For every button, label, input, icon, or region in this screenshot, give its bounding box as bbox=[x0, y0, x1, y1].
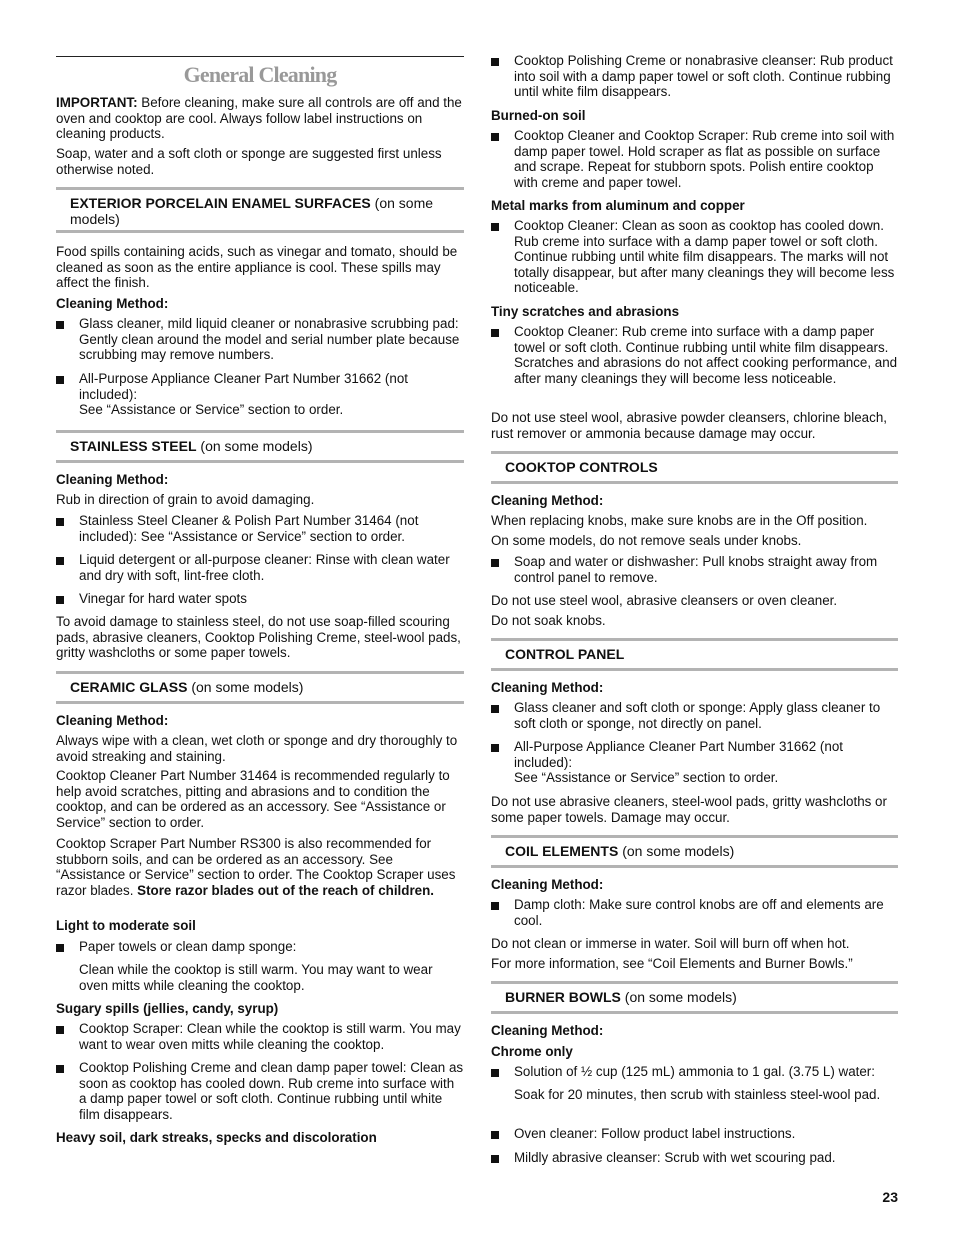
method-label: Cleaning Method: bbox=[491, 493, 604, 508]
coil-a1: Do not clean or immerse in water. Soil will burn off when hot. bbox=[491, 936, 850, 951]
panel-warning: Do not use abrasive cleaners, steel-wool pads, gritty washcloths or some paper towels. Damage may occur. bbox=[491, 794, 887, 825]
list-item: Soap and water or dishwasher: Pull knobs straight away from control panel to remove. bbox=[491, 554, 898, 585]
list-item: Damp cloth: Make sure control knobs are off and elements are cool. bbox=[491, 897, 898, 928]
stainless-para: Rub in direction of grain to avoid damaging. bbox=[56, 492, 315, 507]
method-label: Cleaning Method: bbox=[56, 713, 169, 728]
method-label: Cleaning Method: bbox=[491, 877, 604, 892]
subheading-burned: Burned-on soil bbox=[491, 108, 586, 123]
bullet-icon bbox=[491, 559, 499, 567]
bullet-icon bbox=[491, 705, 499, 713]
stainless-warning: To avoid damage to stainless steel, do not use soap-filled scouring pads, abrasive cleaners, Cooktop Polishing Creme, steel-wool pads, gritty washcloths or some paper towels. bbox=[56, 614, 461, 661]
section-header-stainless: STAINLESS STEEL (on some models) bbox=[56, 430, 464, 463]
list-item: All-Purpose Appliance Cleaner Part Number 31662 (not included): See “Assistance or Service” section to order. bbox=[56, 371, 464, 418]
important-note: IMPORTANT: Before cleaning, make sure all controls are off and the oven and cooktop are cool. Always follow label instructions on cleaning products. bbox=[56, 95, 462, 142]
section-header-exterior: EXTERIOR PORCELAIN ENAMEL SURFACES (on some models) bbox=[56, 187, 464, 233]
section-header-ceramic: CERAMIC GLASS (on some models) bbox=[56, 671, 464, 704]
bullet-icon bbox=[491, 1131, 499, 1139]
subheading-light-soil: Light to moderate soil bbox=[56, 918, 196, 933]
list-item: Cooktop Scraper: Clean while the cooktop is still warm. You may want to wear oven mitts while cleaning the cooktop. bbox=[56, 1021, 464, 1052]
exterior-para: Food spills containing acids, such as vinegar and tomato, should be cleaned as soon as the entire appliance is cool. These spills may affect the finish. bbox=[56, 244, 458, 291]
list-item: All-Purpose Appliance Cleaner Part Number 31662 (not included): See “Assistance or Service” section to order. bbox=[491, 739, 898, 786]
bullet-icon bbox=[491, 223, 499, 231]
list-item: Cooktop Cleaner and Cooktop Scraper: Rub creme into soil with damp paper towel. Hold scraper as flat as possible on surface and scrape. Repeat for stubborn spots. Polish entire cooktop with creme and paper towel. bbox=[491, 128, 898, 190]
top-rule bbox=[56, 56, 464, 57]
bullet-icon bbox=[491, 329, 499, 337]
soap-note: Soap, water and a soft cloth or sponge are suggested first unless otherwise noted. bbox=[56, 146, 442, 177]
method-label: Cleaning Method: bbox=[56, 472, 169, 487]
page-number: 23 bbox=[882, 1189, 898, 1205]
bullet-icon bbox=[491, 744, 499, 752]
section-header-control-panel: CONTROL PANEL bbox=[491, 638, 898, 671]
list-item: Cooktop Polishing Creme or nonabrasive cleanser: Rub product into soil with a damp paper towel or soft cloth. Continue rubbing until white film disappears. bbox=[491, 53, 898, 100]
controls-a1: Do not use steel wool, abrasive cleansers or oven cleaner. bbox=[491, 593, 838, 608]
bullet-icon bbox=[491, 133, 499, 141]
method-label: Cleaning Method: bbox=[56, 296, 169, 311]
subheading-metal: Metal marks from aluminum and copper bbox=[491, 198, 745, 213]
subheading-chrome: Chrome only bbox=[491, 1044, 573, 1059]
bullet-icon bbox=[56, 321, 64, 329]
method-label: Cleaning Method: bbox=[491, 1023, 604, 1038]
list-item: Glass cleaner and soft cloth or sponge: Apply glass cleaner to soft cloth or sponge, not directly on panel. bbox=[491, 700, 898, 731]
chrome-soak-detail: Soak for 20 minutes, then scrub with stainless steel-wool pad. bbox=[514, 1087, 881, 1102]
bullet-icon bbox=[56, 944, 64, 952]
bullet-icon bbox=[56, 1065, 64, 1073]
ceramic-p3: Cooktop Scraper Part Number RS300 is also recommended for stubborn soils, and can be ordered as an accessory. See “Assistance or Service” section to order. The Cooktop Scraper uses razor blades. Store razor blades out of the reach of children. bbox=[56, 836, 456, 898]
controls-p2: On some models, do not remove seals under knobs. bbox=[491, 533, 802, 548]
coil-a2: For more information, see “Coil Elements and Burner Bowls.” bbox=[491, 956, 853, 971]
bullet-icon bbox=[491, 1069, 499, 1077]
list-item: Solution of ½ cup (125 mL) ammonia to 1 gal. (3.75 L) water: bbox=[491, 1064, 898, 1080]
bullet-icon bbox=[491, 1155, 499, 1163]
list-item: Cooktop Cleaner: Clean as soon as cooktop has cooled down. Rub creme into surface with a damp paper towel or soft cloth. Continue rubbing until white film disappears. The marks will not totally disappear, but after many cleanings they will become less noticeable. bbox=[491, 218, 898, 296]
bullet-icon bbox=[56, 376, 64, 384]
list-item: Glass cleaner, mild liquid cleaner or nonabrasive scrubbing pad: Gently clean around the model and serial number plate because scrubbing may remove numbers. bbox=[56, 316, 464, 363]
list-item: Oven cleaner: Follow product label instructions. bbox=[491, 1126, 898, 1142]
bullet-icon bbox=[56, 1026, 64, 1034]
subheading-heavy: Heavy soil, dark streaks, specks and discoloration bbox=[56, 1130, 377, 1145]
subheading-tiny: Tiny scratches and abrasions bbox=[491, 304, 680, 319]
controls-p1: When replacing knobs, make sure knobs are in the Off position. bbox=[491, 513, 868, 528]
list-item: Stainless Steel Cleaner & Polish Part Number 31464 (not included): See “Assistance or Service” section to order. bbox=[56, 513, 464, 544]
section-header-burner-bowls: BURNER BOWLS (on some models) bbox=[491, 981, 898, 1014]
bullet-icon bbox=[491, 902, 499, 910]
bullet-icon bbox=[491, 58, 499, 66]
ceramic-warning: Do not use steel wool, abrasive powder cleansers, chlorine bleach, rust remover or ammonia because damage may occur. bbox=[491, 410, 887, 441]
controls-a2: Do not soak knobs. bbox=[491, 613, 606, 628]
bullet-icon bbox=[56, 557, 64, 565]
light-soil-detail: Clean while the cooktop is still warm. You may want to wear oven mitts while cleaning the cooktop. bbox=[79, 962, 433, 993]
list-item: Liquid detergent or all-purpose cleaner: Rinse with clean water and dry with soft, lint-free cloth. bbox=[56, 552, 464, 583]
list-item: Mildly abrasive cleanser: Scrub with wet scouring pad. bbox=[491, 1150, 898, 1166]
list-item: Vinegar for hard water spots bbox=[56, 591, 464, 607]
list-item: Paper towels or clean damp sponge: bbox=[56, 939, 464, 955]
section-header-coil-elements: COIL ELEMENTS (on some models) bbox=[491, 835, 898, 868]
bullet-icon bbox=[56, 596, 64, 604]
ceramic-p2: Cooktop Cleaner Part Number 31464 is recommended regularly to help avoid scratches, pitting and abrasions and to condition the cooktop, and can be ordered as an accessory. See “Assistance or Service” section to order. bbox=[56, 768, 450, 830]
subheading-sugary: Sugary spills (jellies, candy, syrup) bbox=[56, 1001, 279, 1016]
bullet-icon bbox=[56, 518, 64, 526]
list-item: Cooktop Polishing Creme and clean damp paper towel: Clean as soon as cooktop has cooled down. Rub creme into surface with a damp paper towel or soft cloth. Continue rubbing until white film disappears. bbox=[56, 1060, 464, 1122]
method-label: Cleaning Method: bbox=[491, 680, 604, 695]
section-header-cooktop-controls: COOKTOP CONTROLS bbox=[491, 451, 898, 484]
list-item: Cooktop Cleaner: Rub creme into surface with a damp paper towel or soft cloth. Continue rubbing until white film disappears. Scratches and abrasions do not affect cooking performance, and after many cleanings they will become less noticeable. bbox=[491, 324, 898, 386]
page-title: General Cleaning bbox=[183, 62, 337, 87]
ceramic-p1: Always wipe with a clean, wet cloth or sponge and dry thoroughly to avoid streaking and staining. bbox=[56, 733, 458, 764]
